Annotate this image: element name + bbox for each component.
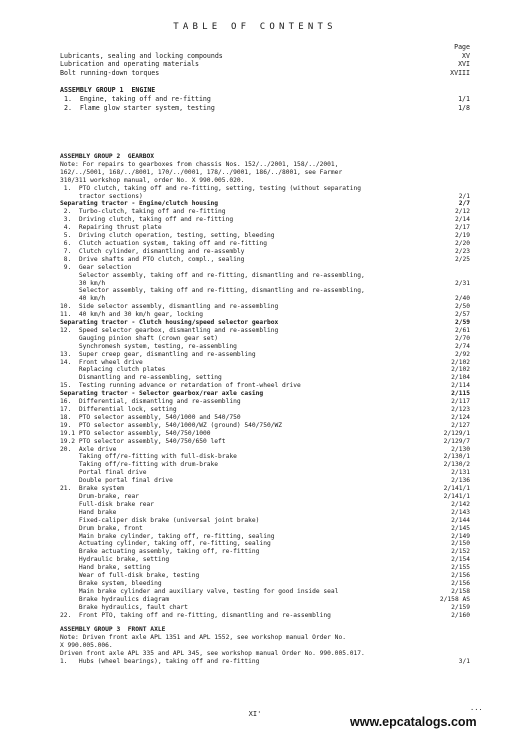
toc-entry-text: Synchromesh system, testing, re-assembling <box>60 342 237 350</box>
toc-entry-text: tractor sections) <box>60 192 143 200</box>
toc-entry-text: 3. Driving clutch, taking off and re-fitting <box>60 216 234 224</box>
toc-entry <box>60 406 470 414</box>
toc-entry-text: Selector assembly, taking off and re-fitting, dismantling and re-assembling, <box>60 287 365 295</box>
toc-entry-text: 10. Side selector assembly, dismantling and re-assembling <box>60 303 279 311</box>
toc-entry-page: 2/130/2 <box>443 461 470 469</box>
toc-entry <box>60 240 470 248</box>
toc-top <box>60 43 470 112</box>
toc-section-row <box>60 319 470 327</box>
toc-entry-text: Drum brake, front <box>60 524 143 532</box>
toc-entry <box>60 658 470 666</box>
toc-entry-text: Lubrication and operating materials <box>60 60 199 69</box>
group1-heading: ASSEMBLY GROUP 1 ENGINE <box>60 86 156 95</box>
toc-entry <box>60 185 470 193</box>
toc-entry <box>60 604 470 612</box>
toc-entry-page: 2/129/1 <box>443 429 470 437</box>
toc-entry-page: 2/70 <box>454 334 470 342</box>
toc-entry <box>60 208 470 216</box>
toc-entry-page: 2/143 <box>451 508 470 516</box>
toc-entry <box>60 248 470 256</box>
toc-entry-text: 1. PTO clutch, taking off and re-fitting, setting, testing (without separating <box>60 184 362 192</box>
toc-entry <box>60 564 470 572</box>
toc-entry <box>60 398 470 406</box>
toc-entry <box>60 572 470 580</box>
toc-entry <box>60 95 470 104</box>
toc-entry-page: 2/159 <box>451 603 470 611</box>
toc-entry-page: 2/104 <box>451 374 470 382</box>
group2-heading: ASSEMBLY GROUP 2 GEARBOX <box>60 153 155 160</box>
toc-entry <box>60 525 470 533</box>
toc-entry-text: Double portal final drive <box>60 477 173 485</box>
toc-entry-text: Bolt running-down torques <box>60 68 160 77</box>
toc-entry-text: Brake hydraulics diagram <box>60 595 170 603</box>
toc-entry-text: Brake hydraulics, fault chart <box>60 603 188 611</box>
toc-entry <box>60 161 470 169</box>
group3-heading: ASSEMBLY GROUP 3 FRONT AXLE <box>60 626 166 634</box>
toc-entry-text: Gauging pinion shaft (crown gear set) <box>60 334 219 342</box>
toc-entry <box>60 177 470 185</box>
toc-entry-text: 19.2 PTO selector assembly, 540/750/650 left <box>60 437 226 445</box>
toc-entry-text: Separating tractor - Clutch housing/speed selector gearbox <box>60 319 279 327</box>
toc-entry <box>60 642 470 650</box>
toc-entry-page: 2/154 <box>451 556 470 564</box>
toc-entry-text: 12. Speed selector gearbox, dismantling and re-assembling <box>60 326 279 334</box>
toc-entry <box>60 343 470 351</box>
toc-entry-text: Dismantling and re-assembling, setting <box>60 374 222 382</box>
toc-entry-text: 7. Clutch cylinder, dismantling and re-assembly <box>60 247 245 255</box>
toc-entry <box>60 446 470 454</box>
toc-entry-page: 2/149 <box>451 532 470 540</box>
toc-entry-page: 2/50 <box>454 303 470 311</box>
toc-entry <box>60 634 470 642</box>
toc-entry <box>60 540 470 548</box>
toc-entry-text: Note: For repairs to gearboxes from chassis Nos. 152/../2001, 158/../2001, <box>60 160 339 168</box>
watermark: www.epcatalogs.com <box>350 715 477 729</box>
toc-entry-text: 14. Front wheel drive <box>60 358 143 366</box>
toc-entry-text: 21. Brake system <box>60 485 124 493</box>
group1-list <box>60 95 470 112</box>
toc-entry-text: Separating tractor - Selector gearbox/rear axle casing <box>60 390 264 398</box>
toc-entry-text: Brake system, bleeding <box>60 579 162 587</box>
toc-entry <box>60 612 470 620</box>
toc-entry-page: 2/144 <box>451 516 470 524</box>
toc-entry <box>60 52 470 61</box>
toc-entry-text: 6. Clutch actuation system, taking off and re-fitting <box>60 239 267 247</box>
toc-entry-page: 2/160 <box>451 611 470 619</box>
toc-entry <box>60 382 470 390</box>
toc-entry-page: 2/127 <box>451 421 470 429</box>
group3-list <box>60 634 470 666</box>
toc-entry-page: 2/57 <box>454 311 470 319</box>
toc-entry-text: Hand brake <box>60 508 117 516</box>
toc-entry-text: 20. Axle drive <box>60 445 117 453</box>
toc-entry <box>60 580 470 588</box>
toc-entry <box>60 422 470 430</box>
toc-entry-text: 2. Flame glow starter system, testing <box>60 103 215 112</box>
toc-entry-text: Taking off/re-fitting with full-disk-brake <box>60 453 237 461</box>
toc-entry-text: Main brake cylinder, taking off, re-fitting, sealing <box>60 532 275 540</box>
toc-entry-page: 2/150 <box>451 540 470 548</box>
toc-entry-text: 19. PTO selector assembly, 540/1000/WZ (ground) 540/750/WZ <box>60 421 283 429</box>
toc-entry-text: Driven front axle APL 335 and APL 345, see workshop manual Order No. 990.005.017. <box>60 650 365 658</box>
toc-entry-page: 2/117 <box>451 398 470 406</box>
toc-entry-text: 162/../5001, 168/../8001, 170/../0001, 178/../9001, 186/../8001, see Farmer <box>60 168 343 176</box>
toc-entry-text: 17. Differential lock, setting <box>60 406 177 413</box>
toc-entry-page: 2/130/1 <box>443 453 470 461</box>
toc-entry <box>60 477 470 485</box>
toc-entry-text: 16. Differential, dismantling and re-assembling <box>60 398 241 406</box>
toc-entry <box>60 517 470 525</box>
toc-entry-text: Replacing clutch plates <box>60 366 166 374</box>
toc-entry <box>60 533 470 541</box>
toc-entry-text: Fixed-caliper disk brake (universal joint brake) <box>60 516 260 524</box>
corner-dots: ... <box>470 704 483 712</box>
toc-entry-page: 2/129/7 <box>443 437 470 445</box>
toc-entry-text: Hydraulic brake, setting <box>60 556 170 564</box>
toc-entry-page: 2/141/1 <box>443 492 470 500</box>
toc-entry-text: 9. Gear selection <box>60 263 132 271</box>
toc-entry-page: 2/59 <box>454 319 470 327</box>
toc-entry-page: 2/102 <box>451 366 470 374</box>
toc-entry <box>60 493 470 501</box>
page-column-label: Page <box>454 43 470 51</box>
toc-entry <box>60 104 470 113</box>
toc-entry-page: 1/1 <box>458 94 470 103</box>
toc-entry-text: 5. Driving clutch operation, testing, setting, bleeding <box>60 232 275 240</box>
toc-entry <box>60 295 470 303</box>
toc-entry-text: 40 km/h <box>60 295 106 303</box>
toc-entry-page: 2/17 <box>454 224 470 232</box>
toc-entry <box>60 485 470 493</box>
toc-entry <box>60 374 470 382</box>
toc-entry-text: 15. Testing running advance or retardation of front-wheel drive <box>60 382 301 390</box>
toc-entry-page: 2/20 <box>454 239 470 247</box>
toc-entry-text: Lubricants, sealing and locking compounds <box>60 51 223 60</box>
toc-entry <box>60 359 470 367</box>
toc-entry-page: 2/61 <box>454 326 470 334</box>
toc-entry-text: X 990.005.006. <box>60 642 113 650</box>
toc-section-row <box>60 390 470 398</box>
toc-entry-page: 2/124 <box>451 413 470 421</box>
toc-section-row <box>60 200 470 208</box>
toc-entry-text: Actuating cylinder, taking off, re-fitting, sealing <box>60 540 271 548</box>
toc-entry-page: 2/115 <box>451 390 470 398</box>
toc-entry <box>60 461 470 469</box>
toc-entry-page: 1/8 <box>458 103 470 112</box>
toc-entry-text: Taking off/re-fitting with drum-brake <box>60 461 219 469</box>
toc-entry-page: 2/25 <box>454 255 470 263</box>
toc-entry-page: 2/152 <box>451 548 470 556</box>
toc-entry-text: Separating tractor - Engine/clutch housing <box>60 200 219 208</box>
toc-entry <box>60 193 470 201</box>
toc-entry-page: 2/14 <box>454 216 470 224</box>
toc-entry <box>60 588 470 596</box>
toc-entry-page: 2/102 <box>451 358 470 366</box>
toc-entry <box>60 264 470 272</box>
toc-entry-page: 2/123 <box>451 406 470 413</box>
toc-entry-page: 2/12 <box>454 208 470 216</box>
toc-entry <box>60 224 470 232</box>
toc-entry <box>60 311 470 319</box>
toc-entry <box>60 256 470 264</box>
toc-entry <box>60 169 470 177</box>
toc-entry-text: 13. Super creep gear, dismantling and re-assembling <box>60 350 256 358</box>
toc-entry-text: 22. Front PTO, taking off and re-fitting, dismantling and re-assembling <box>60 611 331 619</box>
toc-entry <box>60 232 470 240</box>
toc-entry-page: 2/23 <box>454 247 470 255</box>
toc-entry <box>60 366 470 374</box>
toc-entry <box>60 430 470 438</box>
toc-entry-text: 30 km/h <box>60 279 106 287</box>
toc-entry-page: 2/158 AS <box>439 595 470 603</box>
toc-entry <box>60 501 470 509</box>
group2-list <box>60 161 470 620</box>
toc-entry-text: 11. 40 km/h and 30 km/h gear, locking <box>60 311 203 319</box>
toc-entry-page: 2/130 <box>451 445 470 453</box>
toc-entry-text: Selector assembly, taking off and re-fitting, dismantling and re-assembling, <box>60 271 365 279</box>
toc-entry-page: XVIII <box>450 68 470 77</box>
toc-entry-page: 2/158 <box>451 587 470 595</box>
toc-entry <box>60 287 470 295</box>
toc-entry <box>60 60 470 69</box>
toc-entry <box>60 327 470 335</box>
toc-entry-page: 2/92 <box>454 350 470 358</box>
toc-entry-page: 2/7 <box>458 200 470 208</box>
toc-entry-page: 2/156 <box>451 572 470 580</box>
toc-entry <box>60 303 470 311</box>
toc-entry-text: 8. Drive shafts and PTO clutch, compl., sealing <box>60 255 245 263</box>
toc-entry-page: 2/141/1 <box>443 485 470 493</box>
toc-entry-text: 19.1 PTO selector assembly, 540/750/1000 <box>60 429 211 437</box>
toc-body <box>60 153 470 666</box>
toc-entry <box>60 556 470 564</box>
toc-entry-text: Drum-brake, rear <box>60 492 140 500</box>
toc-entry-text: 1. Hubs (wheel bearings), taking off and re-fitting <box>60 658 260 666</box>
toc-entry-page: 2/136 <box>451 477 470 485</box>
toc-entry <box>60 453 470 461</box>
toc-entry-text: 4. Repairing thrust plate <box>60 224 162 232</box>
toc-entry-text: Portal final drive <box>60 469 147 477</box>
toc-entry <box>60 414 470 422</box>
toc-entry-page: XV <box>462 51 470 60</box>
toc-entry <box>60 272 470 280</box>
toc-entry <box>60 650 470 658</box>
footer-page-number: XI' <box>248 710 262 718</box>
toc-entry-text: 18. PTO selector assembly, 540/1000 and 540/750 <box>60 413 241 421</box>
toc-entry <box>60 509 470 517</box>
page-title: TABLE OF CONTENTS <box>173 22 337 32</box>
toc-entry <box>60 280 470 288</box>
toc-entry-page: 2/155 <box>451 564 470 572</box>
toc-entry-text: 1. Engine, taking off and re-fitting <box>60 94 211 103</box>
toc-entry <box>60 335 470 343</box>
toc-entry <box>60 469 470 477</box>
intro-list <box>60 52 470 78</box>
toc-entry <box>60 351 470 359</box>
toc-entry <box>60 596 470 604</box>
toc-entry-page: 2/1 <box>458 192 470 200</box>
toc-entry <box>60 216 470 224</box>
toc-entry <box>60 69 470 78</box>
toc-entry-page: 2/74 <box>454 342 470 350</box>
toc-entry-text: Hand brake, setting <box>60 564 151 572</box>
toc-entry <box>60 438 470 446</box>
toc-entry-page: 2/114 <box>451 382 470 390</box>
toc-entry-page: 2/19 <box>454 232 470 240</box>
toc-entry-page: 2/156 <box>451 579 470 587</box>
toc-entry-text: 310/311 workshop manual, order No. X 990.005.020. <box>60 176 245 184</box>
toc-entry-text: Brake actuating assembly, taking off, re-fitting <box>60 548 260 556</box>
toc-entry-page: 2/40 <box>454 295 470 303</box>
toc-entry-page: 2/142 <box>451 500 470 508</box>
toc-entry-text: 2. Turbo-clutch, taking off and re-fitting <box>60 208 226 216</box>
toc-entry-text: Main brake cylinder and auxiliary valve, testing for good inside seal <box>60 587 339 595</box>
toc-entry-page: XVI <box>458 60 470 69</box>
toc-entry-page: 2/131 <box>451 469 470 477</box>
toc-entry <box>60 548 470 556</box>
toc-entry-page: 2/145 <box>451 524 470 532</box>
toc-entry-page: 2/31 <box>454 279 470 287</box>
toc-entry-text: Full-disk brake rear <box>60 500 155 508</box>
toc-entry-page: 3/1 <box>458 658 470 666</box>
toc-entry-text: Wear of full-disk brake, testing <box>60 572 200 580</box>
toc-entry-text: Note: Driven front axle APL 1351 and APL 1552, see workshop manual Order No. <box>60 634 346 642</box>
